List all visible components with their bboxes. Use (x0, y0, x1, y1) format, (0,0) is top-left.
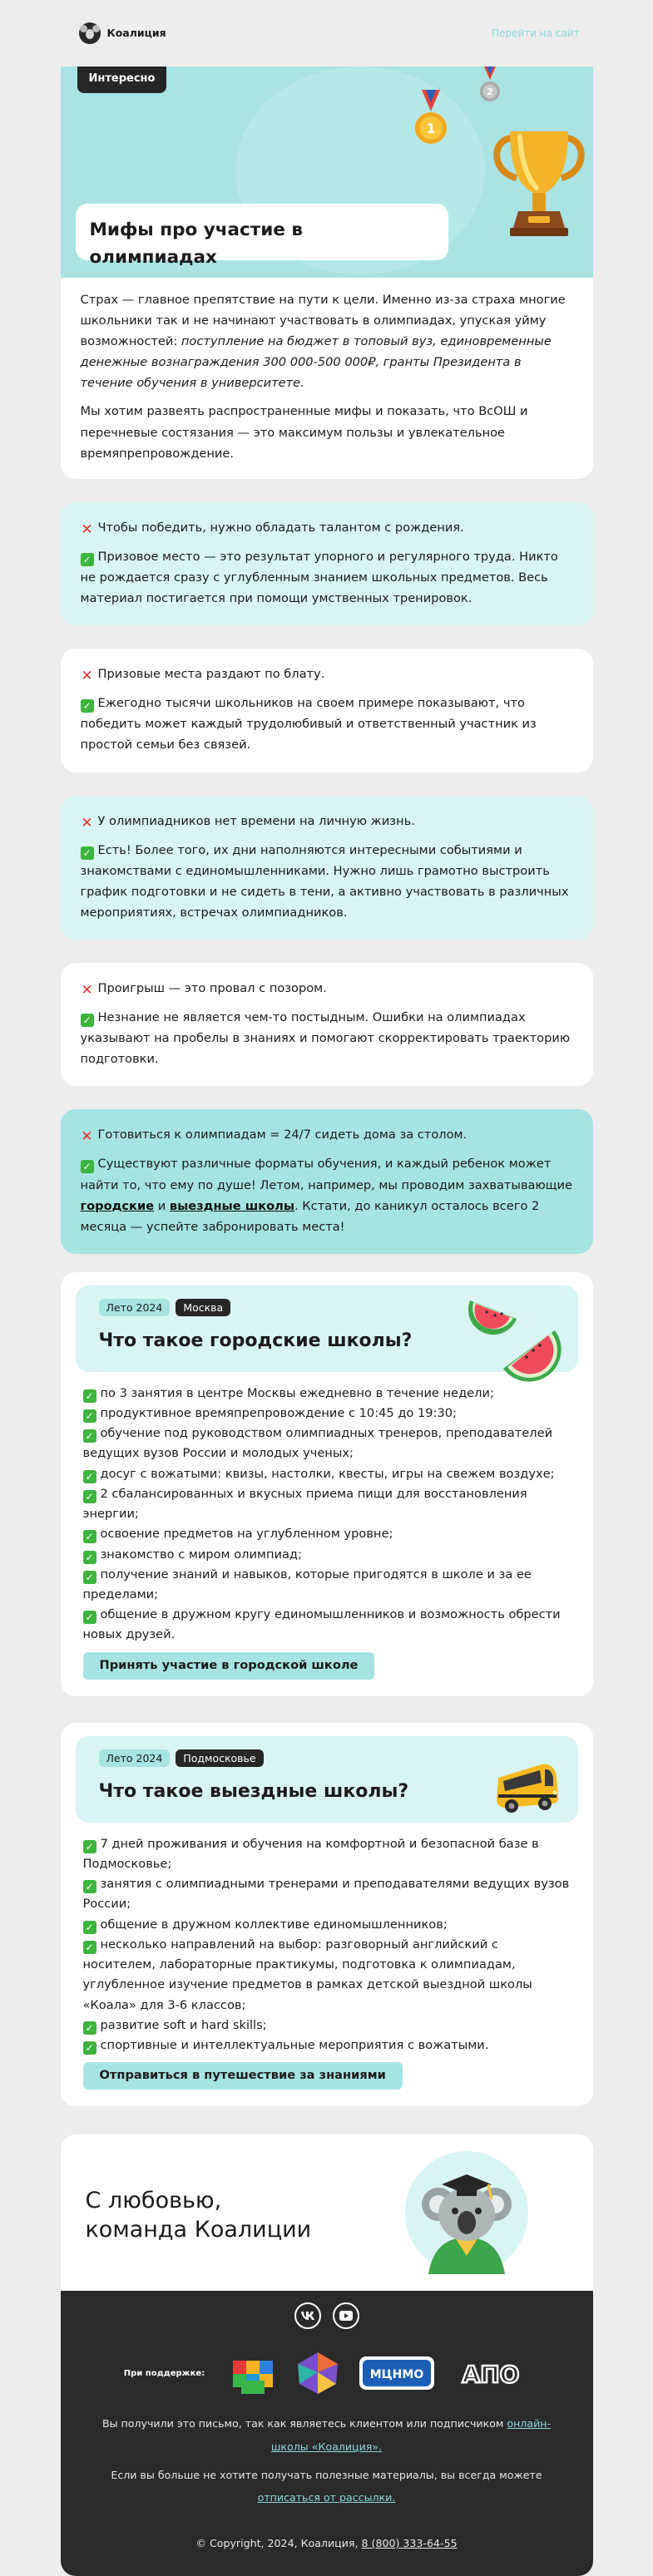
intro-p1-italic: поступление на бюджет в топовый вуз, единовременные денежные вознаграждения 300 000-500 000₽, гранты Президента в течение обучения в университете. (80, 334, 552, 391)
city-school-title: Что такое городские школы? (98, 1330, 413, 1351)
cross-mark-icon: ✕ (81, 521, 93, 538)
list-item (83, 1565, 571, 1605)
koala-mascot-avatar (405, 2151, 528, 2274)
check-mark-icon: ✓ (81, 699, 94, 713)
partner-apo-text: АПО (462, 2361, 520, 2389)
check-mark-icon: ✓ (83, 1409, 96, 1423)
silver-medal-number: 2 (486, 86, 493, 97)
list-item-text: знакомство с миром олимпиад; (100, 1547, 302, 1562)
list-item-text: по 3 занятия в центре Москвы ежедневно в течение недели; (100, 1385, 494, 1400)
city-schools-link[interactable]: городские (80, 1198, 155, 1213)
myth-statement (81, 811, 573, 832)
list-item-text: занятия с олимпиадными тренерами и преподавателями ведущих вузов России; (82, 1877, 570, 1912)
myth-text: Призовые места раздают по блату. (97, 667, 325, 682)
chip-season: Лето 2024 (99, 1299, 171, 1316)
footer-note-text: Если вы больше не хотите получать полезные материалы, вы всегда можете (111, 2468, 542, 2481)
hero-title: Мифы про участие в олимпиадах (76, 204, 448, 260)
check-mark-icon: ✓ (83, 1840, 96, 1853)
check-mark-icon: ✓ (81, 1160, 94, 1173)
watermelon-slice-icon-2 (497, 1325, 558, 1372)
list-item (83, 1834, 571, 1874)
list-item (83, 1404, 571, 1424)
city-school-benefits (76, 1372, 578, 1646)
myth-statement (81, 517, 573, 538)
list-item-text: получение знаний и навыков, которые пригодятся в школе и за ее пределами; (82, 1567, 532, 1601)
vk-icon[interactable] (294, 2302, 321, 2329)
check-mark-icon: ✓ (83, 1530, 96, 1543)
logo[interactable] (79, 22, 166, 44)
hero-card (61, 67, 593, 479)
away-school-cta-button[interactable]: Отправиться в путешествие за знаниями (83, 2062, 403, 2090)
check-mark-icon: ✓ (81, 553, 94, 566)
list-item-text: развитие soft и hard skills; (100, 2017, 267, 2032)
list-item-text: досуг с вожатыми: квизы, настолки, квесты, игры на свежем воздухе; (100, 1466, 555, 1481)
check-mark-icon: ✓ (83, 1941, 96, 1954)
city-school-header (76, 1286, 578, 1372)
list-item (83, 1524, 571, 1544)
check-mark-icon: ✓ (83, 2041, 96, 2055)
myth-fact (81, 1007, 573, 1069)
list-item-text: общение в дружном кругу единомышленников и возможность обрести новых друзей. (82, 1607, 561, 1642)
away-schools-link[interactable]: выездные школы (169, 1198, 295, 1213)
fact-text: Призовое место — это результат упорного и регулярного труда. Никто не рождается сразу с углубленным знанием школьных предметов. Весь материал постигается при помощи умственных тренировок. (80, 549, 558, 606)
list-item-text: продуктивное времяпрепровождение с 10:45 до 19:30; (100, 1406, 457, 1421)
copyright-text: © Copyright, 2024, Коалиция, (195, 2537, 362, 2550)
myth-statement (81, 978, 573, 999)
footer-unsubscribe-note (86, 2464, 568, 2509)
city-school-cta-button[interactable]: Принять участие в городской школе (83, 1652, 375, 1680)
fact-text-end: . Кстати, до каникул осталось всего 2 месяца — успейте забронировать места! (80, 1198, 540, 1234)
list-item (83, 1384, 571, 1404)
gold-medal-icon (410, 90, 452, 148)
list-item (83, 1935, 571, 2016)
footer-subscription-note (86, 2412, 568, 2458)
city-school-card (61, 1272, 593, 1696)
footer (61, 2291, 593, 2575)
myth-block-4 (61, 963, 593, 1086)
myth-block-3 (61, 796, 593, 940)
intro-paragraph-2: Мы хотим развеять распространенные мифы и показать, что ВсОШ и перечневые состязания — это максимум пользы и увлекательное времяпрепровождение. (80, 404, 528, 461)
list-item-text: спортивные и интеллектуальные мероприятия с вожатыми. (100, 2037, 489, 2052)
signature-line-2: команда Коалиции (85, 2217, 312, 2243)
myth-fact (81, 693, 573, 755)
cross-mark-icon: ✕ (81, 1128, 93, 1146)
list-item (83, 1915, 571, 1935)
away-school-card (61, 1723, 593, 2107)
chips-row (99, 1299, 231, 1316)
hero-banner (61, 67, 593, 278)
myth-fact (81, 546, 573, 609)
check-mark-icon: ✓ (83, 1470, 96, 1483)
check-mark-icon: ✓ (83, 1880, 96, 1893)
check-mark-icon: ✓ (83, 1429, 96, 1443)
check-mark-icon: ✓ (81, 1014, 94, 1027)
check-mark-icon: ✓ (83, 1389, 96, 1403)
myth-text: Чтобы победить, нужно обладать талантом с рождения. (97, 520, 464, 535)
partners-row (86, 2351, 568, 2396)
gold-medal-number: 1 (425, 121, 436, 136)
koala-mascot-icon (405, 2151, 528, 2274)
myth-text: Проигрыш — это провал с позором. (97, 980, 327, 995)
unsubscribe-link[interactable]: отписаться от рассылки. (257, 2491, 396, 2504)
list-item (83, 2016, 571, 2036)
list-item (83, 1874, 571, 1914)
check-mark-icon: ✓ (81, 846, 94, 860)
copyright (86, 2534, 568, 2553)
signature-text (86, 2186, 312, 2244)
list-item (83, 1605, 571, 1645)
intro-paragraph-1 (81, 289, 573, 393)
category-tag: Интересно (77, 67, 167, 93)
myth-statement (81, 1124, 573, 1145)
list-item (83, 2036, 571, 2055)
signature-line-1: С любовью, (85, 2188, 222, 2214)
list-item-text: 7 дней проживания и обучения на комфортной и безопасной базе в Подмосковье; (82, 1836, 539, 1871)
social-links (86, 2302, 568, 2329)
list-item (83, 1424, 571, 1463)
partners-label: При поддержке: (123, 2368, 205, 2378)
check-mark-icon: ✓ (83, 1921, 96, 1934)
chip-location: Подмосковье (176, 1749, 263, 1767)
intro-p1-text: Страх — главное препятствие на пути к цели. Именно из-за страха многие школьники так и не начинают участвовать в олимпиадах, упуская уйму возможностей: (80, 293, 566, 349)
list-item (83, 1545, 571, 1565)
email-container (61, 0, 593, 2576)
away-school-benefits (76, 1823, 578, 2055)
myth-block-2 (61, 649, 593, 772)
signature-card (61, 2134, 593, 2291)
list-item (83, 1464, 571, 1484)
site-link[interactable]: Перейти на сайт (491, 27, 580, 39)
cross-mark-icon: ✕ (81, 814, 93, 832)
list-item-text: несколько направлений на выбор: разговорный английский с носителем, лабораторные практикумы, подготовка к олимпиадам, углубленное изучение предметов в рамках детской выездной школы «Коала» для 3-6 классов; (82, 1937, 532, 2012)
myth-block-1 (61, 502, 593, 625)
check-mark-icon: ✓ (83, 1490, 96, 1503)
list-item-text: 2 сбалансированных и вкусных приема пищи для восстановления энергии; (82, 1486, 527, 1522)
fact-text-joiner: и (154, 1198, 170, 1213)
list-item-text: освоение предметов на углубленном уровне; (100, 1527, 393, 1542)
myth-text: Готовиться к олимпиадам = 24/7 сидеть дома за столом. (97, 1128, 467, 1142)
partner-cube-logo-icon (230, 2352, 276, 2394)
away-school-header (76, 1736, 578, 1823)
cross-mark-icon: ✕ (81, 668, 93, 685)
myth-fact (81, 1153, 573, 1236)
intro-text (61, 278, 593, 479)
school-link[interactable]: онлайн-школы «Коалиция». (270, 2417, 552, 2453)
check-mark-icon: ✓ (83, 1611, 96, 1624)
top-bar (61, 0, 593, 67)
footer-note-text: Вы получили это письмо, так как являетесь клиентом или подписчиком (101, 2417, 507, 2430)
away-school-title: Что такое выездные школы? (98, 1780, 409, 1802)
youtube-icon[interactable] (333, 2302, 359, 2329)
school-bus-icon (493, 1753, 560, 1819)
myth-block-5 (61, 1109, 593, 1253)
phone-link[interactable]: 8 (800) 333-64-55 (361, 2537, 458, 2550)
fact-text: Есть! Более того, их дни наполняются интересными событиями и знакомствами с единомышленниками. Нужно лишь грамотно выстроить график подготовки и не сидеть в тени, а активно участвовать в различных мероприятиях, встречах олимпиадников. (80, 842, 569, 920)
chip-season: Лето 2024 (99, 1749, 171, 1767)
partner-apo-logo (453, 2356, 529, 2390)
partner-mcnmo-logo (359, 2356, 434, 2390)
chip-location: Москва (176, 1299, 230, 1316)
partner-gem-logo-icon (294, 2351, 341, 2396)
trophy-icon (477, 120, 601, 244)
koala-logo-icon (79, 22, 101, 44)
chips-row (99, 1749, 264, 1767)
check-mark-icon: ✓ (83, 1571, 96, 1584)
list-item (83, 1484, 571, 1524)
list-item-text: обучение под руководством олимпиадных тренеров, преподавателей ведущих вузов России и молодых ученых; (82, 1426, 553, 1461)
partner-mcnmo-text: МЦНМО (369, 2368, 424, 2382)
myth-text: У олимпиадников нет времени на личную жизнь. (97, 813, 415, 828)
logo-text: Коалиция (106, 27, 166, 40)
cross-mark-icon: ✕ (81, 981, 93, 999)
fact-text: Существуют различные форматы обучения, и каждый ребенок может найти то, что ему по душе! Летом, например, мы проводим захватывающие (80, 1157, 572, 1192)
list-item-text: общение в дружном коллективе единомышленников; (100, 1917, 448, 1932)
check-mark-icon: ✓ (83, 2021, 96, 2035)
fact-text: Незнание не является чем-то постыдным. Ошибки на олимпиадах указывают на пробелы в знаниях и помогают скорректировать траекторию подготовки. (80, 1010, 571, 1067)
fact-text: Ежегодно тысячи школьников на своем примере показывают, что победить может каждый трудолюбивый и ответственный участник из простой семьи без связей. (80, 696, 537, 753)
check-mark-icon: ✓ (83, 1551, 96, 1564)
myth-fact (81, 840, 573, 923)
silver-medal-icon (473, 67, 507, 105)
myth-statement (81, 664, 573, 684)
